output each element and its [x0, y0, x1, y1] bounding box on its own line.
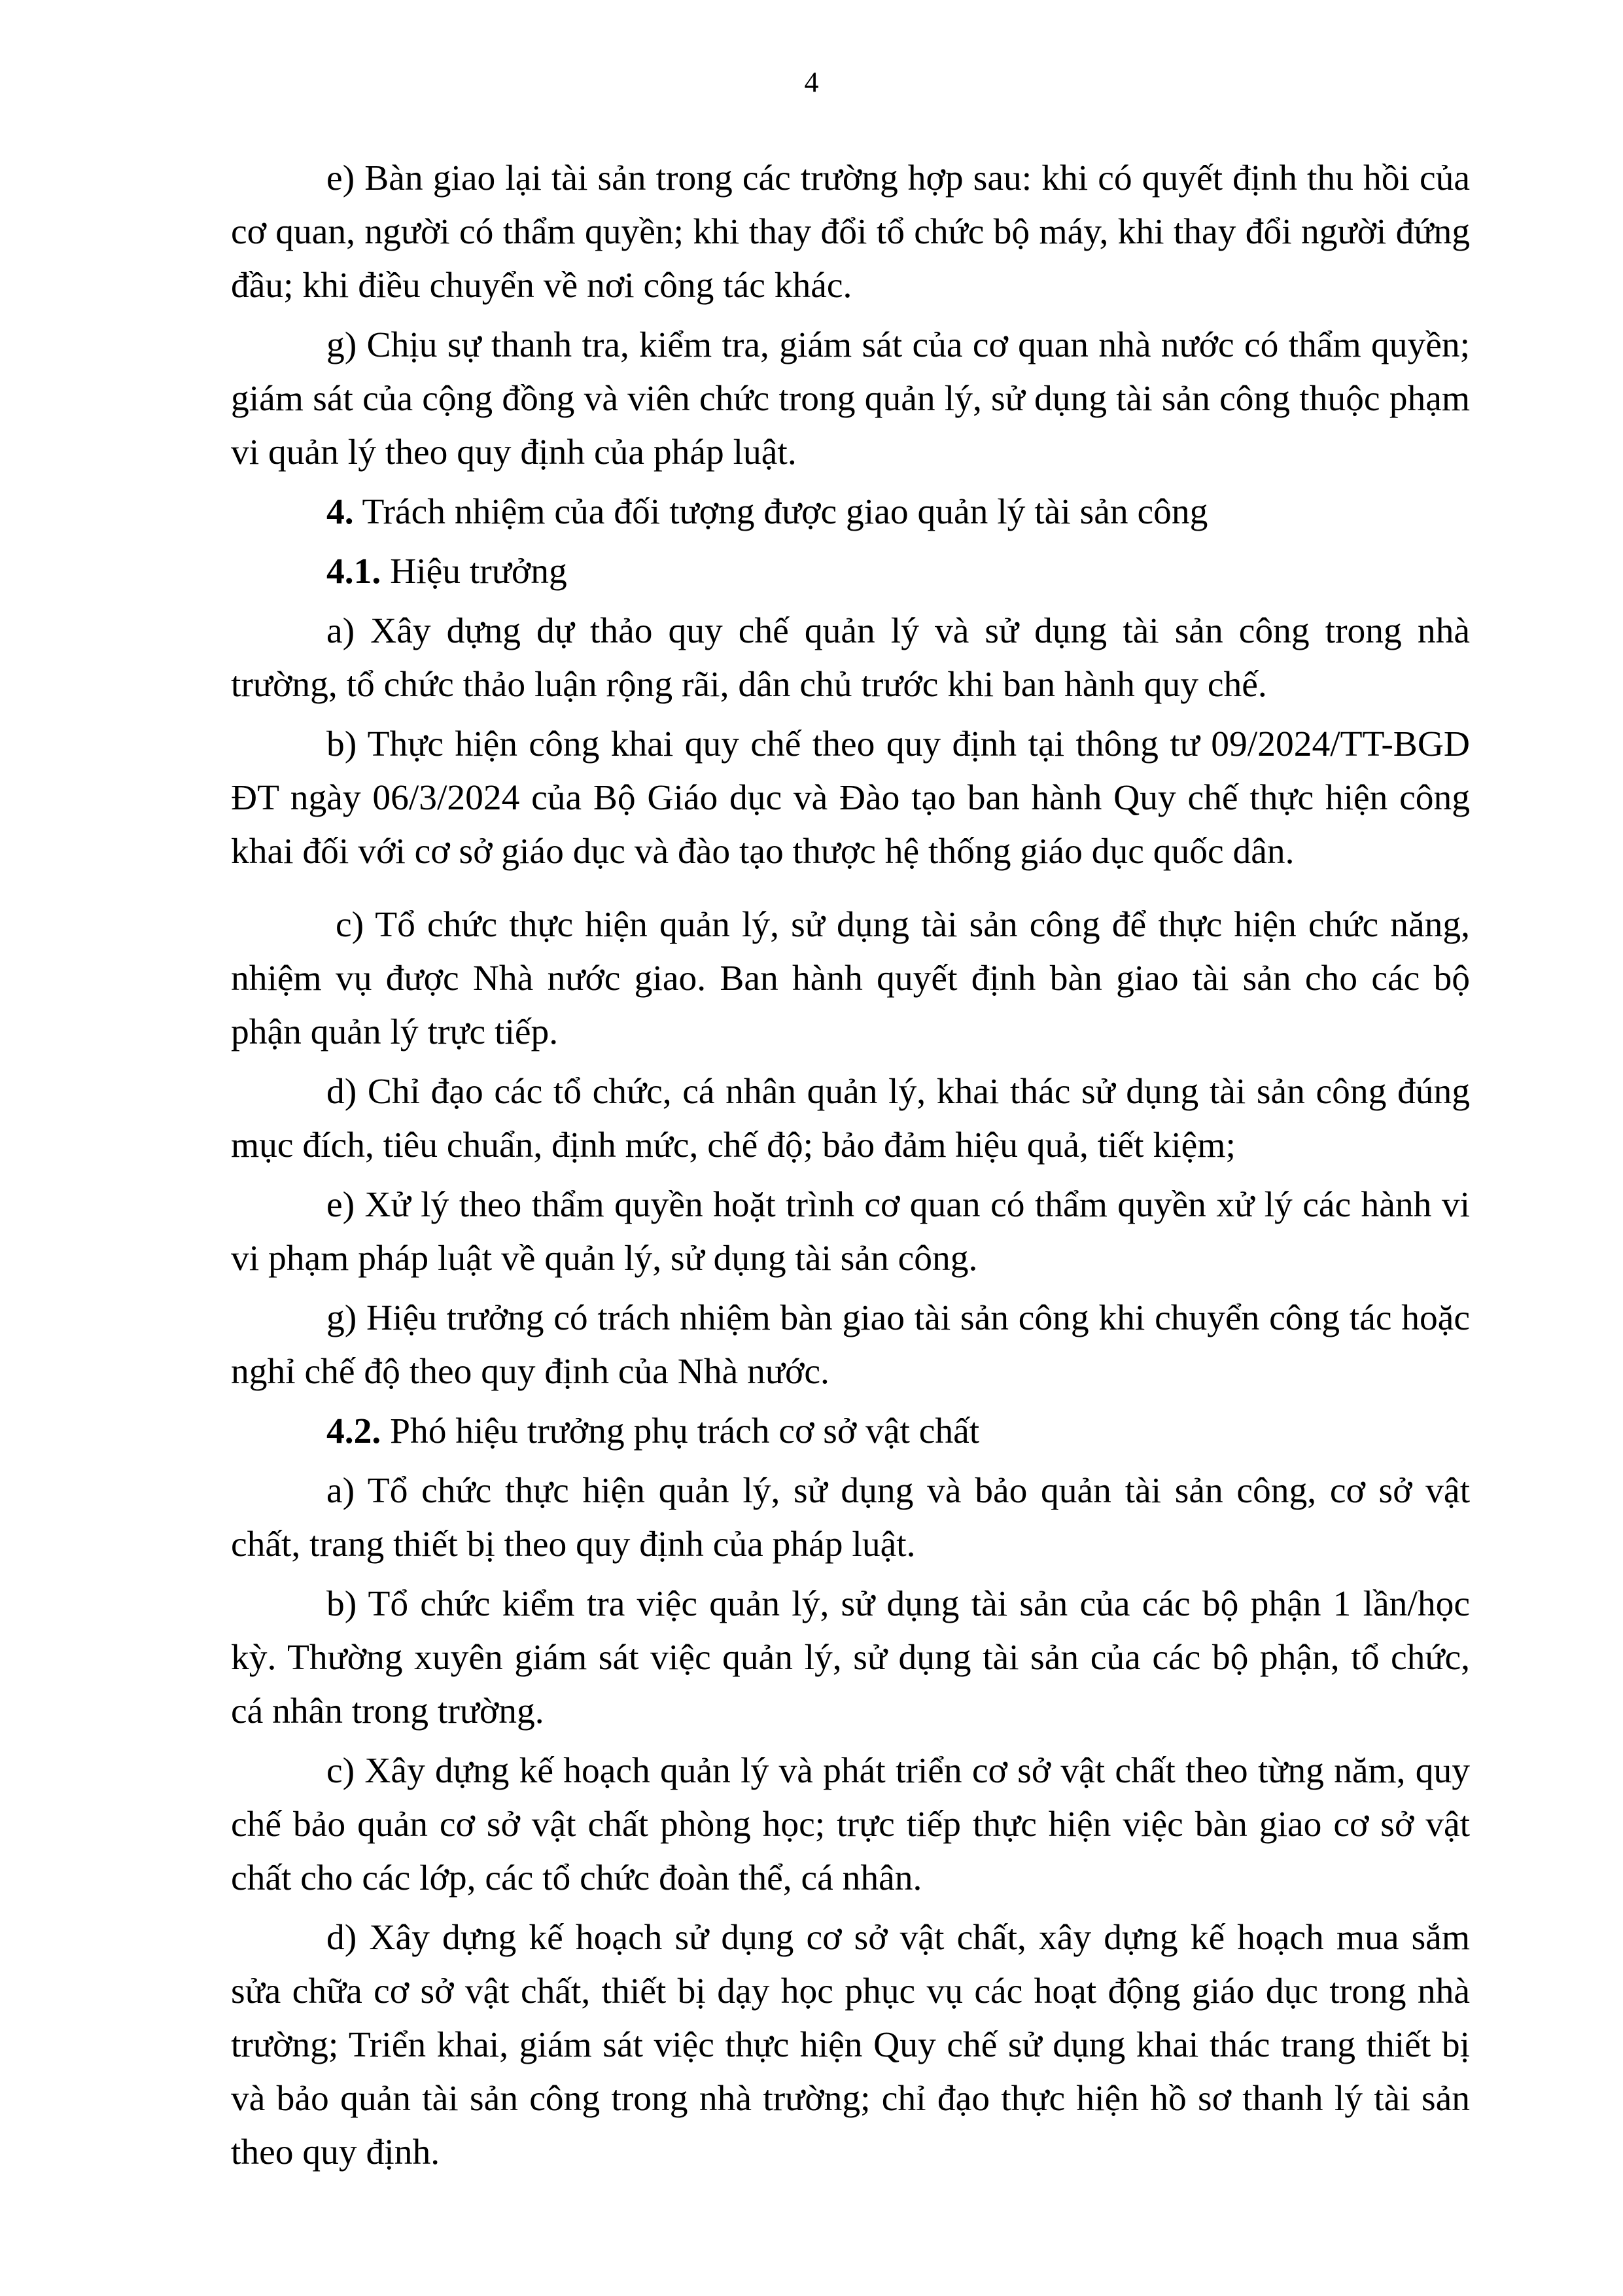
- paragraph-b-publicity: b) Thực hiện công khai quy chế theo quy định tại thông tư 09/2024/TT-BGD ĐT ngày 06/3/2024 của Bộ Giáo dục và Đào tạo ban hành Quy chế thực hiện công khai đối với cơ sở giáo dục và đào tạo thược hệ thống giáo dục quốc dân.: [231, 724, 1470, 872]
- paragraph-e-handover: e) Bàn giao lại tài sản trong các trường hợp sau: khi có quyết định thu hồi của cơ quan, người có thẩm quyền; khi thay đổi tổ chức bộ máy, khi thay đổi người đứng đầu; khi điều chuyển về nơi công tác khác.: [231, 158, 1470, 306]
- paragraph-e-violations: e) Xử lý theo thẩm quyền hoặt trình cơ quan có thẩm quyền xử lý các hành vi vi phạm pháp luật về quản lý, sử dụng tài sản công.: [231, 1185, 1470, 1279]
- paragraph-a-draft-regulation: a) Xây dựng dự thảo quy chế quản lý và sử dụng tài sản công trong nhà trường, tổ chức thảo luận rộng rãi, dân chủ trước khi ban hành quy chế.: [231, 611, 1470, 705]
- section-number: 4.: [326, 492, 354, 532]
- section-heading-4-2: [231, 1405, 1470, 1458]
- paragraph-a-facilities: a) Tổ chức thực hiện quản lý, sử dụng và bảo quản tài sản công, cơ sở vật chất, trang thiết bị theo quy định của pháp luật.: [231, 1471, 1470, 1564]
- paragraph-b-inspection: b) Tổ chức kiểm tra việc quản lý, sử dụng tài sản của các bộ phận 1 lần/học kỳ. Thường xuyên giám sát việc quản lý, sử dụng tài sản của các bộ phận, tổ chức, cá nhân trong trường.: [231, 1584, 1470, 1731]
- section-number: 4.1.: [326, 552, 381, 592]
- section-title: Hiệu trưởng: [381, 552, 567, 592]
- section-heading-4-1: [231, 545, 1470, 599]
- paragraph-d-direction: d) Chỉ đạo các tổ chức, cá nhân quản lý, khai thác sử dụng tài sản công đúng mục đích, tiêu chuẩn, định mức, chế độ; bảo đảm hiệu quả, tiết kiệm;: [231, 1072, 1470, 1165]
- paragraph-g-principal-handover: g) Hiệu trưởng có trách nhiệm bàn giao tài sản công khi chuyển công tác hoặc nghỉ chế độ theo quy định của Nhà nước.: [231, 1298, 1470, 1392]
- paragraph-c-management: c) Tổ chức thực hiện quản lý, sử dụng tài sản công để thực hiện chức năng, nhiệm vụ được Nhà nước giao. Ban hành quyết định bàn giao tài sản cho các bộ phận quản lý trực tiếp.: [231, 905, 1470, 1052]
- page-number: 4: [804, 66, 819, 98]
- section-heading-4: [231, 486, 1470, 539]
- section-title: Phó hiệu trưởng phụ trách cơ sở vật chất: [381, 1411, 980, 1451]
- document-body: [231, 152, 1470, 2185]
- section-title: Trách nhiệm của đối tượng được giao quản lý tài sản công: [353, 492, 1208, 532]
- paragraph-d-procurement-plan: d) Xây dựng kế hoạch sử dụng cơ sở vật chất, xây dựng kế hoạch mua sắm sửa chữa cơ sở vật chất, thiết bị dạy học phục vụ các hoạt động giáo dục trong nhà trường; Triển khai, giám sát việc thực hiện Quy chế sử dụng khai thác trang thiết bị và bảo quản tài sản công trong nhà trường; chỉ đạo thực hiện hồ sơ thanh lý tài sản theo quy định.: [231, 1918, 1470, 2172]
- section-number: 4.2.: [326, 1411, 381, 1451]
- paragraph-c-development-plan: c) Xây dựng kế hoạch quản lý và phát triển cơ sở vật chất theo từng năm, quy chế bảo quản cơ sở vật chất phòng học; trực tiếp thực hiện việc bàn giao cơ sở vật chất cho các lớp, các tổ chức đoàn thể, cá nhân.: [231, 1751, 1470, 1898]
- paragraph-g-inspection: g) Chịu sự thanh tra, kiểm tra, giám sát của cơ quan nhà nước có thẩm quyền; giám sát của cộng đồng và viên chức trong quản lý, sử dụng tài sản công thuộc phạm vi quản lý theo quy định của pháp luật.: [231, 325, 1470, 472]
